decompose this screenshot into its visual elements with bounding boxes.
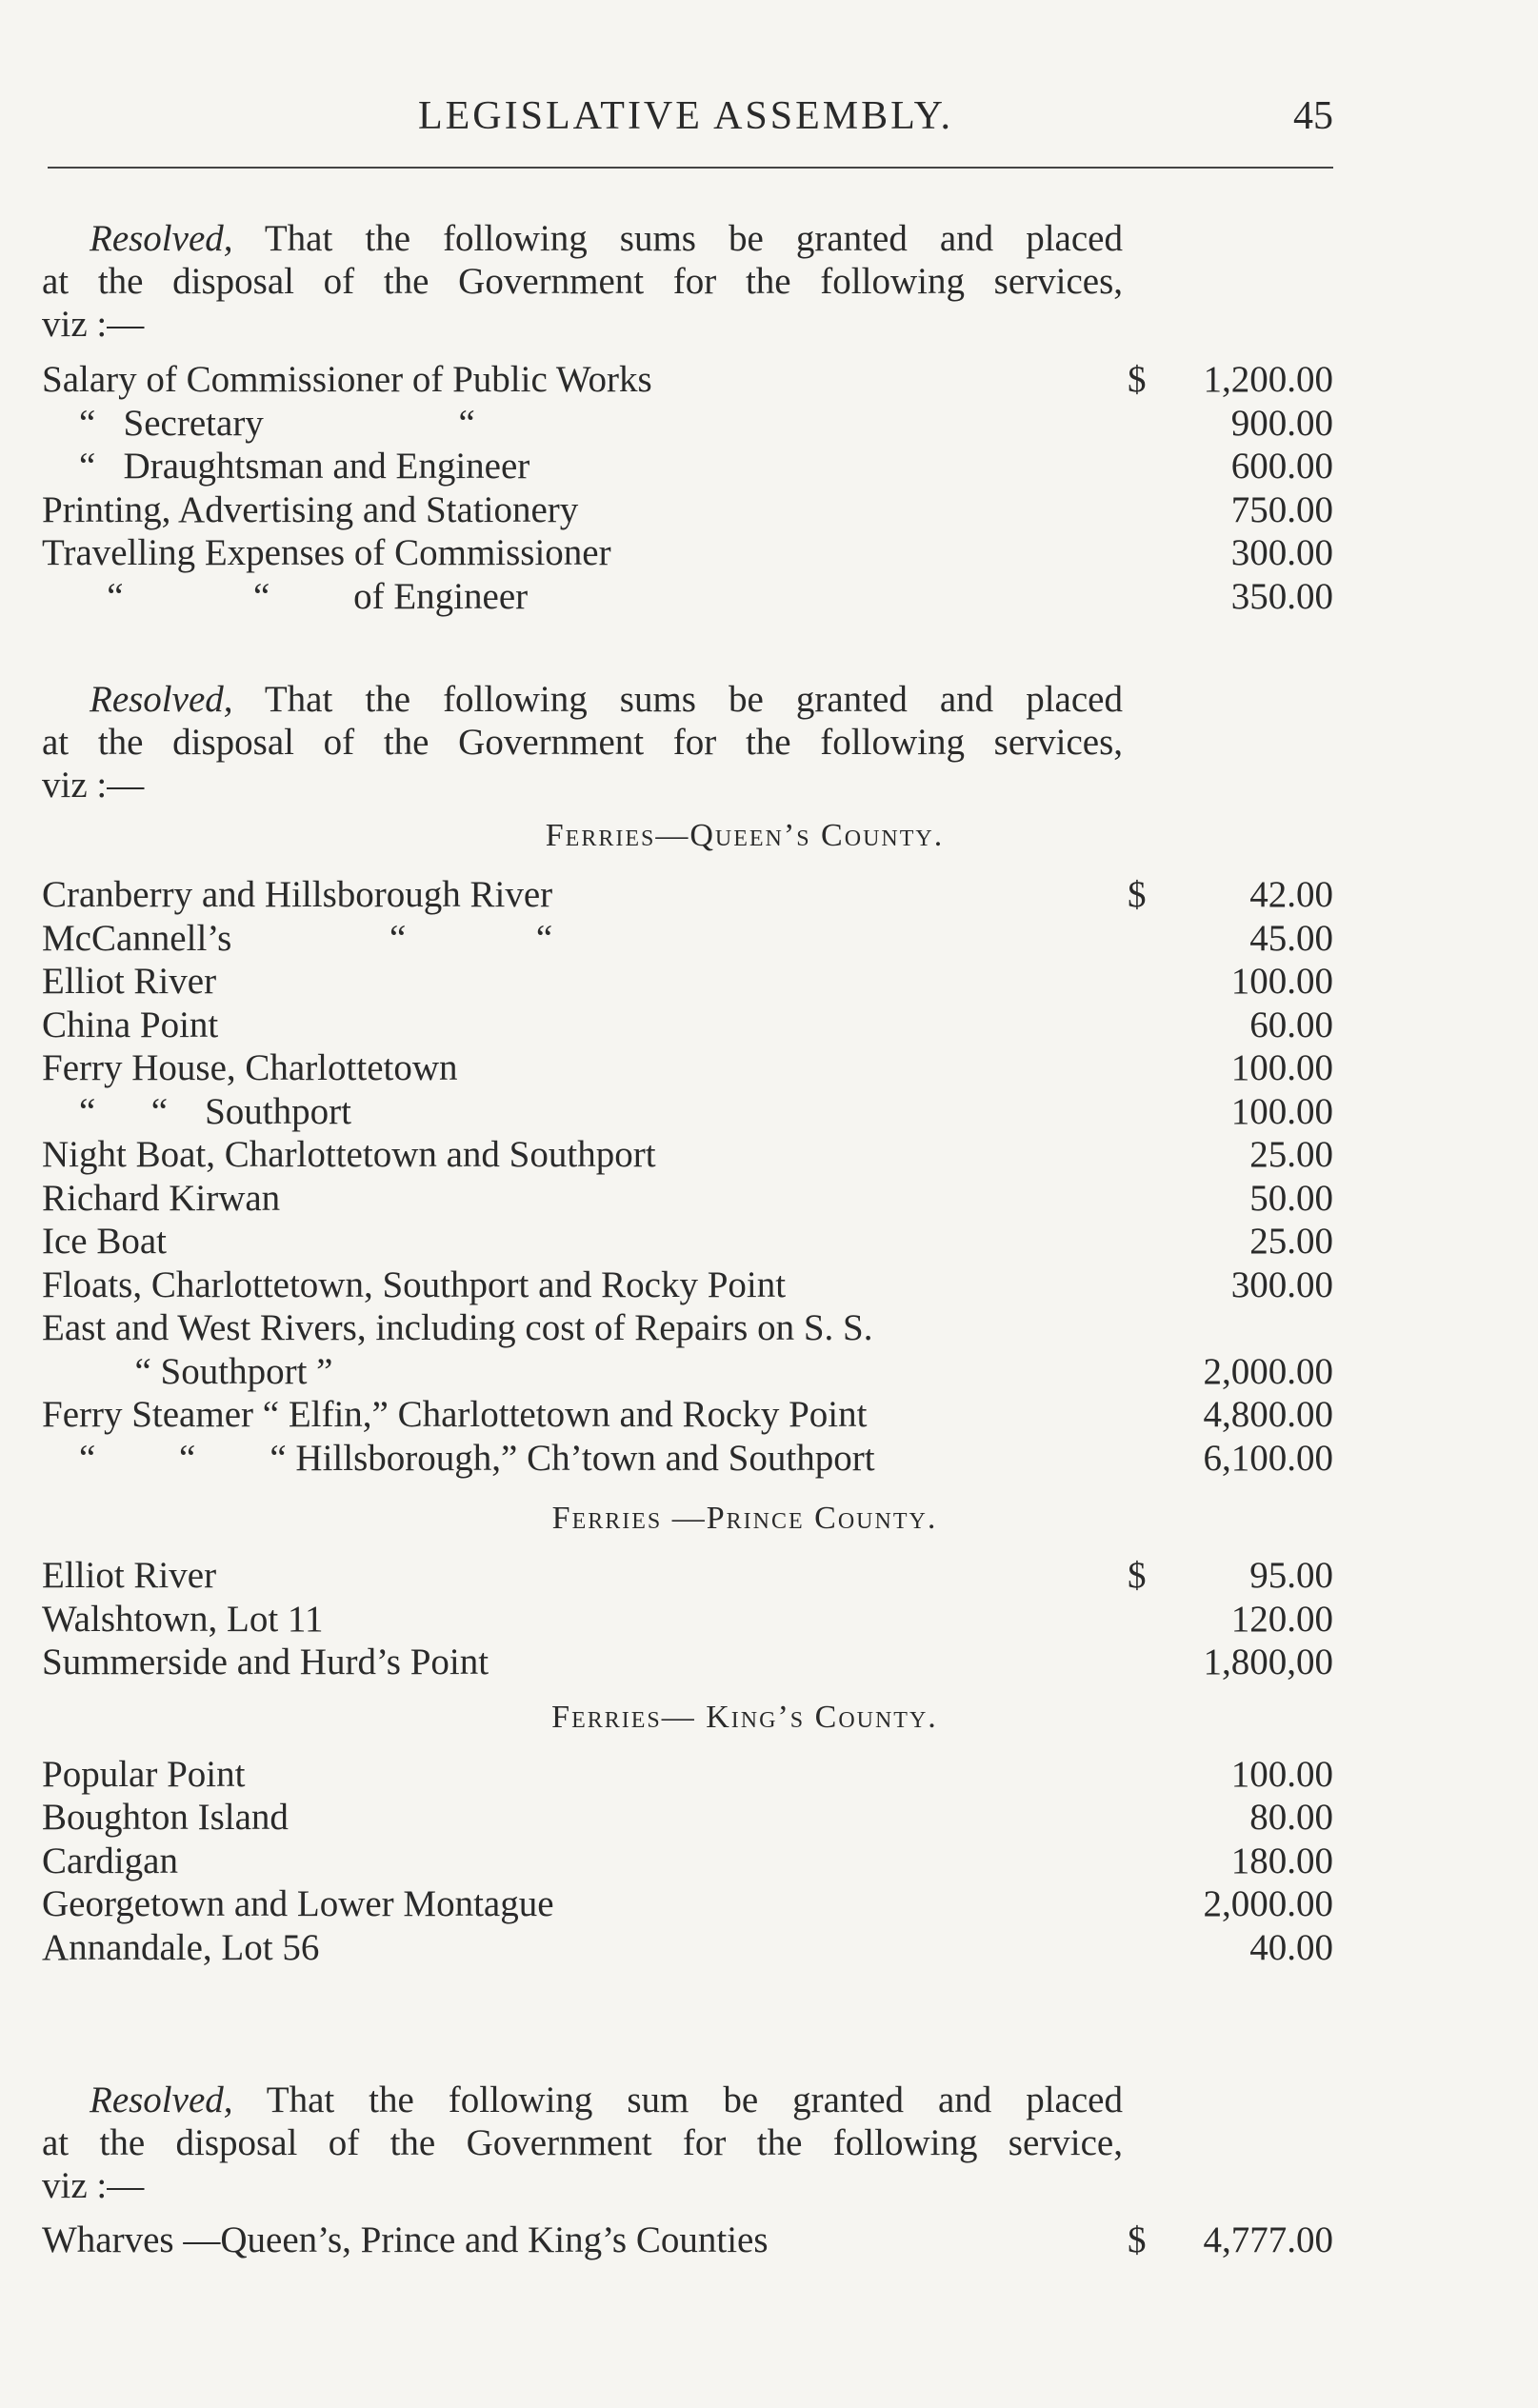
ledger-row (42, 575, 1333, 619)
item-label: Annandale, Lot 56 (42, 1926, 320, 1968)
ledger-row (42, 1641, 1333, 1684)
item-label: Cranberry and Hillsborough River (42, 874, 553, 915)
item-amount: 100.00 (1230, 1090, 1333, 1132)
ledger-row (42, 445, 1333, 488)
currency-symbol: $ (1128, 2219, 1147, 2260)
item-label: Elliot River (42, 1555, 217, 1596)
resolution-2 (42, 678, 1333, 1969)
item-label: “ Southport ” (42, 1350, 333, 1392)
item-amount: 42.00 (1249, 874, 1333, 915)
item-amount: 4,777.00 (1203, 2219, 1333, 2260)
resolution-3-items (42, 2219, 1333, 2262)
item-amount: 350.00 (1230, 575, 1333, 617)
ledger-row (42, 1133, 1333, 1177)
ledger-row (42, 488, 1333, 532)
item-label: “ “ Southport (42, 1090, 351, 1132)
item-amount: 2,000.00 (1203, 1883, 1333, 1924)
ledger-row (42, 2219, 1333, 2262)
item-amount: 45.00 (1249, 917, 1333, 959)
ledger-row (42, 1090, 1333, 1134)
ledger-row (42, 1306, 1333, 1350)
ledger-row (42, 1437, 1333, 1481)
resolution-2-text (42, 678, 1123, 806)
resolved-word: Resolved, (90, 679, 233, 720)
para-line: viz :— (42, 304, 145, 345)
heading-queens-county: Ferries—Queen’s County. (545, 818, 945, 853)
item-label: Ferry House, Charlottetown (42, 1047, 458, 1088)
ledger-row (42, 1393, 1333, 1437)
item-label: Printing, Advertising and Stationery (42, 488, 579, 530)
resolved-word: Resolved, (90, 2080, 233, 2120)
ledger-row (42, 531, 1333, 575)
item-label: Salary of Commissioner of Public Works (42, 359, 652, 400)
ledger-row (42, 1350, 1333, 1394)
item-label: Night Boat, Charlottetown and Southport (42, 1134, 656, 1175)
item-label: Boughton Island (42, 1797, 289, 1838)
item-label: East and West Rivers, including cost of Repairs on S. S. (42, 1307, 873, 1348)
ledger-row (42, 873, 1333, 917)
para-line: That the following sums be granted and placed (232, 679, 1123, 720)
item-amount: 120.00 (1230, 1598, 1333, 1640)
ledger-row (42, 1264, 1333, 1307)
ledger-row (42, 1753, 1333, 1797)
item-label: Summerside and Hurd’s Point (42, 1642, 489, 1682)
para-line: That the following sums be granted and placed (232, 218, 1123, 259)
currency-symbol: $ (1128, 1555, 1147, 1596)
item-amount: 300.00 (1230, 532, 1333, 573)
ledger-row (42, 1598, 1333, 1642)
item-amount: 750.00 (1230, 488, 1333, 530)
resolved-word: Resolved, (90, 218, 233, 259)
para-line: at the disposal of the Government for the following services, (42, 722, 1123, 763)
ledger-row (42, 1840, 1333, 1883)
item-amount: 100.00 (1230, 1047, 1333, 1088)
item-label: “ “ of Engineer (42, 575, 529, 617)
page-header (38, 93, 1333, 150)
item-label: Travelling Expenses of Commissioner (42, 532, 611, 573)
prince-county-items (42, 1554, 1333, 1684)
item-label: “ “ “ Hillsborough,” Ch’town and Southport (42, 1437, 875, 1479)
ledger-row (42, 358, 1333, 402)
item-label: Ice Boat (42, 1221, 168, 1262)
item-amount: 600.00 (1230, 446, 1333, 487)
currency-symbol: $ (1128, 874, 1147, 915)
para-line: at the disposal of the Government for the following services, (42, 261, 1123, 302)
resolution-3-text (42, 2079, 1123, 2207)
item-amount: 1,200.00 (1203, 359, 1333, 400)
item-label: Elliot River (42, 961, 217, 1002)
item-label: “ Secretary “ (42, 402, 475, 444)
item-label: China Point (42, 1004, 219, 1045)
para-line: viz :— (42, 2165, 145, 2206)
item-amount: 180.00 (1230, 1840, 1333, 1881)
ledger-row (42, 1554, 1333, 1598)
ledger-row (42, 1882, 1333, 1926)
heading-kings-county: Ferries— King’s County. (551, 1699, 938, 1735)
page-number: 45 (1293, 94, 1333, 138)
item-amount: 1,800,00 (1203, 1642, 1333, 1682)
item-amount: 100.00 (1230, 1753, 1333, 1795)
item-label: “ Draughtsman and Engineer (42, 446, 530, 487)
item-amount: 25.00 (1249, 1134, 1333, 1175)
item-label: Wharves —Queen’s, Prince and King’s Counties (42, 2219, 769, 2260)
ledger-row (42, 960, 1333, 1004)
page-title: LEGISLATIVE ASSEMBLY. (417, 94, 954, 138)
item-amount: 40.00 (1249, 1926, 1333, 1968)
item-amount: 50.00 (1249, 1177, 1333, 1219)
currency-symbol: $ (1128, 359, 1147, 400)
item-amount: 4,800.00 (1203, 1394, 1333, 1435)
item-amount: 900.00 (1230, 402, 1333, 444)
heading-prince-county: Ferries —Prince County. (551, 1501, 938, 1536)
queens-county-items (42, 873, 1333, 1480)
item-amount: 300.00 (1230, 1264, 1333, 1305)
ledger-row (42, 917, 1333, 961)
item-label: Georgetown and Lower Montague (42, 1883, 554, 1924)
ledger-row (42, 1926, 1333, 1970)
item-label: McCannell’s “ “ (42, 917, 553, 959)
item-amount: 25.00 (1249, 1221, 1333, 1262)
resolution-3 (42, 2079, 1333, 2262)
ledger-row (42, 1004, 1333, 1047)
para-line: viz :— (42, 765, 145, 806)
item-label: Walshtown, Lot 11 (42, 1598, 324, 1640)
item-amount: 60.00 (1249, 1004, 1333, 1045)
item-amount: 100.00 (1230, 961, 1333, 1002)
item-amount: 80.00 (1249, 1797, 1333, 1838)
header-rule (48, 167, 1333, 169)
ledger-row (42, 1220, 1333, 1264)
item-label: Richard Kirwan (42, 1177, 281, 1219)
ledger-row (42, 1177, 1333, 1221)
item-amount: 2,000.00 (1203, 1350, 1333, 1392)
item-label: Cardigan (42, 1840, 178, 1881)
resolution-1-items (42, 358, 1333, 618)
ledger-row (42, 402, 1333, 446)
item-amount: 6,100.00 (1203, 1437, 1333, 1479)
resolution-1-text (42, 217, 1123, 346)
ledger-row (42, 1046, 1333, 1090)
kings-county-items (42, 1753, 1333, 1970)
item-amount: 95.00 (1249, 1555, 1333, 1596)
resolution-1 (42, 217, 1333, 618)
item-label: Popular Point (42, 1753, 246, 1795)
para-line: at the disposal of the Government for the following service, (42, 2122, 1123, 2163)
item-label: Floats, Charlottetown, Southport and Rocky Point (42, 1264, 787, 1305)
para-line: That the following sum be granted and placed (232, 2080, 1123, 2120)
ledger-row (42, 1796, 1333, 1840)
item-label: Ferry Steamer “ Elfin,” Charlottetown and Rocky Point (42, 1394, 868, 1435)
